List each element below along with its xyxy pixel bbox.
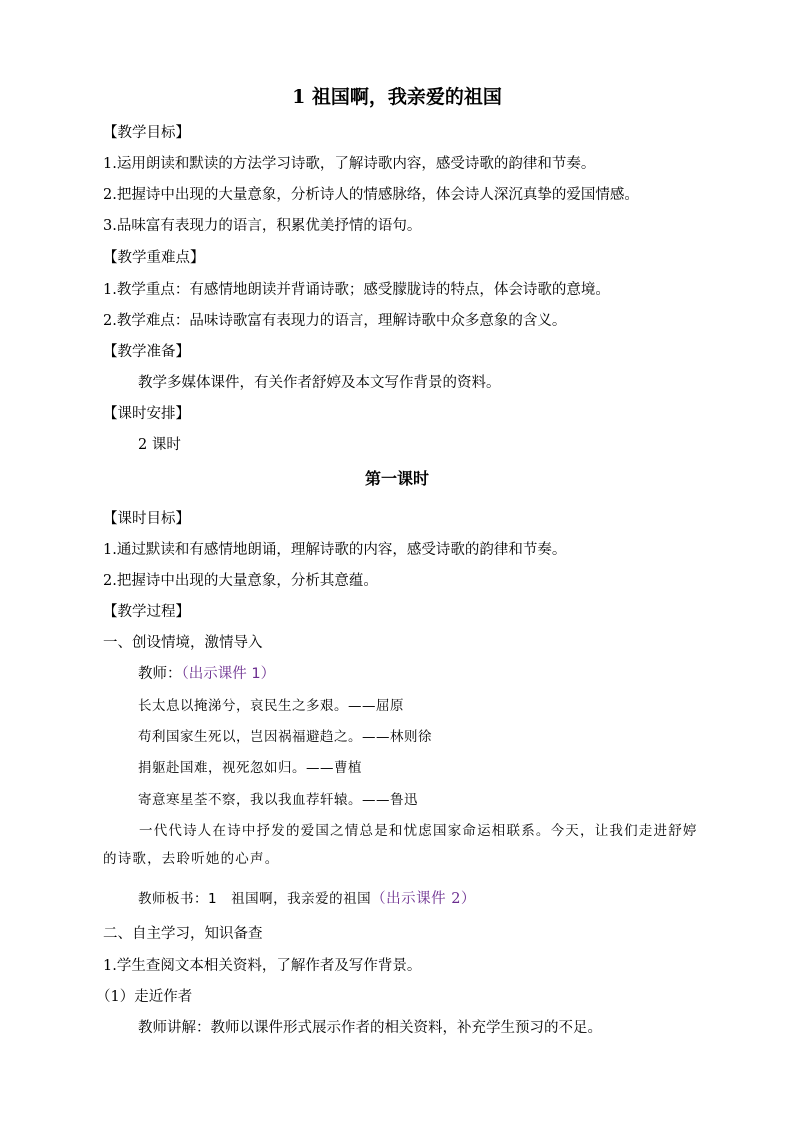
courseware-callout: （出示课件 1） <box>181 666 276 682</box>
process-heading: 【教学过程】 <box>103 604 190 620</box>
preparation-text: 教学多媒体课件，有关作者舒婷及本文写作背景的资料。 <box>138 375 501 391</box>
lesson-goal-item: 2.把握诗中出现的大量意象，分析其意蕴。 <box>103 573 378 589</box>
quote-line: 长太息以掩涕兮，哀民生之多艰。——屈原 <box>138 698 404 714</box>
schedule-text: 2 课时 <box>138 437 181 453</box>
quote-line: 捐躯赴国难，视死忽如归。——曹植 <box>138 760 362 776</box>
document-title: 1 祖国啊，我亲爱的祖国 <box>292 86 502 108</box>
section-heading: 一、创设情境，激情导入 <box>103 635 263 651</box>
quote-line: 寄意寒星荃不察，我以我血荐轩辕。——鲁迅 <box>138 792 418 808</box>
sub-item: （1）走近作者 <box>96 989 193 1005</box>
teacher-label: 教师： <box>138 666 182 682</box>
key-points-heading: 【教学重难点】 <box>103 250 205 266</box>
section-item: 1.学生查阅文本相关资料，了解作者及写作背景。 <box>103 958 422 974</box>
objectives-heading: 【教学目标】 <box>103 125 190 141</box>
quote-line: 苟利国家生死以，岂因祸福避趋之。——林则徐 <box>138 729 432 745</box>
section-heading: 二、自主学习，知识备查 <box>103 926 263 942</box>
objective-item: 3.品味富有表现力的语言，积累优美抒情的语句。 <box>103 218 422 234</box>
lesson-goal-item: 1.通过默读和有感情地朗诵，理解诗歌的内容，感受诗歌的韵律和节奏。 <box>103 542 567 558</box>
lesson-goals-heading: 【课时目标】 <box>103 511 190 527</box>
key-point-item: 1.教学重点：有感情地朗读并背诵诗歌；感受朦胧诗的特点，体会诗歌的意境。 <box>103 282 610 298</box>
intro-paragraph: 一代代诗人在诗中抒发的爱国之情总是和忧虑国家命运相联系。今天，让我们走进舒婷的诗歌，去聆听她的心声。 <box>103 823 698 867</box>
explain-text: 教师讲解：教师以课件形式展示作者的相关资料，补充学生预习的不足。 <box>138 1020 602 1036</box>
teacher-line <box>138 664 709 684</box>
board-line <box>138 889 709 909</box>
preparation-heading: 【教学准备】 <box>103 344 190 360</box>
courseware-callout: （出示课件 2） <box>371 891 476 907</box>
key-point-item: 2.教学难点：品味诗歌富有表现力的语言，理解诗歌中众多意象的含义。 <box>103 313 567 329</box>
objective-item: 1.运用朗读和默读的方法学习诗歌，了解诗歌内容，感受诗歌的韵律和节奏。 <box>103 156 596 172</box>
objective-item: 2.把握诗中出现的大量意象，分析诗人的情感脉络，体会诗人深沉真挚的爱国情感。 <box>103 187 639 203</box>
schedule-heading: 【课时安排】 <box>103 406 190 422</box>
lesson-title: 第一课时 <box>364 469 429 488</box>
board-label: 教师板书：1 祖国啊，我亲爱的祖国 <box>138 891 372 907</box>
